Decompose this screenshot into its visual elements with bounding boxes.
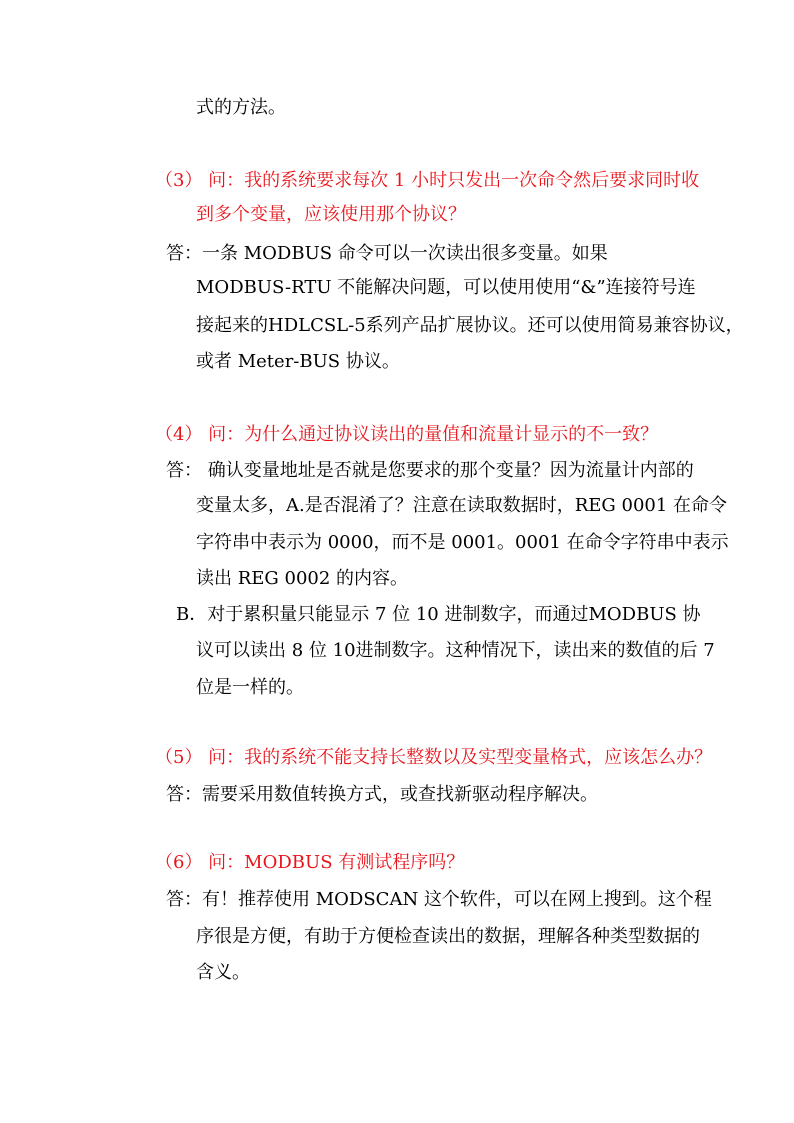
faq-6-answer-line-3: 含义。 [196,962,250,983]
faq-4-answer-line-2: 变量太多，A.是否混淆了？注意在读取数据时，REG 0001 在命令 [196,495,728,516]
faq-4-answer-line-1: 答： 确认变量地址是否就是您要求的那个变量？因为流量计内部的 [166,460,694,481]
faq-5-question-line-1: （5） 问：我的系统不能支持长整数以及实型变量格式，应该怎么办？ [155,747,713,768]
faq-5-answer-line-1: 答：需要采用数值转换方式，或查找新驱动程序解决。 [166,784,598,805]
faq-4-answer-line-7: 位是一样的。 [196,677,304,698]
faq-4-answer-line-6: 议可以读出 8 位 10进制数字。这种情况下，读出来的数值的后 7 [196,640,715,661]
faq-3-answer-line-4: 或者 Meter-BUS 协议。 [196,351,400,372]
faq-6-question-line-1: （6） 问：MODBUS 有测试程序吗？ [155,852,465,873]
faq-4-answer-line-3: 字符串中表示为 0000，而不是 0001。0001 在命令字符串中表示 [196,532,729,553]
faq-3-answer-line-3: 接起来的HDLCSL-5系列产品扩展协议。还可以使用简易兼容协议， [196,315,744,336]
intro-tail: 式的方法。 [196,97,286,118]
faq-3-question-line-1: （3） 问：我的系统要求每次 1 小时只发出一次命令然后要求同时收 [155,170,700,191]
faq-3-answer-line-2: MODBUS-RTU 不能解决问题，可以使用使用“&”连接符号连 [196,277,696,298]
faq-4-answer-line-5: B．对于累积量只能显示 7 位 10 进制数字，而通过MODBUS 协 [176,604,701,625]
faq-6-answer-line-2: 序很是方便，有助于方便检查读出的数据，理解各种类型数据的 [196,926,700,947]
faq-3-answer-line-1: 答：一条 MODBUS 命令可以一次读出很多变量。如果 [166,243,608,264]
faq-6-answer-line-1: 答：有！推荐使用 MODSCAN 这个软件，可以在网上搜到。这个程 [166,889,712,910]
faq-3-question-line-2: 到多个变量，应该使用那个协议？ [196,204,466,225]
faq-4-answer-line-4: 读出 REG 0002 的内容。 [196,568,409,589]
faq-4-question-line-1: （4） 问：为什么通过协议读出的量值和流量计显示的不一致？ [155,424,659,445]
